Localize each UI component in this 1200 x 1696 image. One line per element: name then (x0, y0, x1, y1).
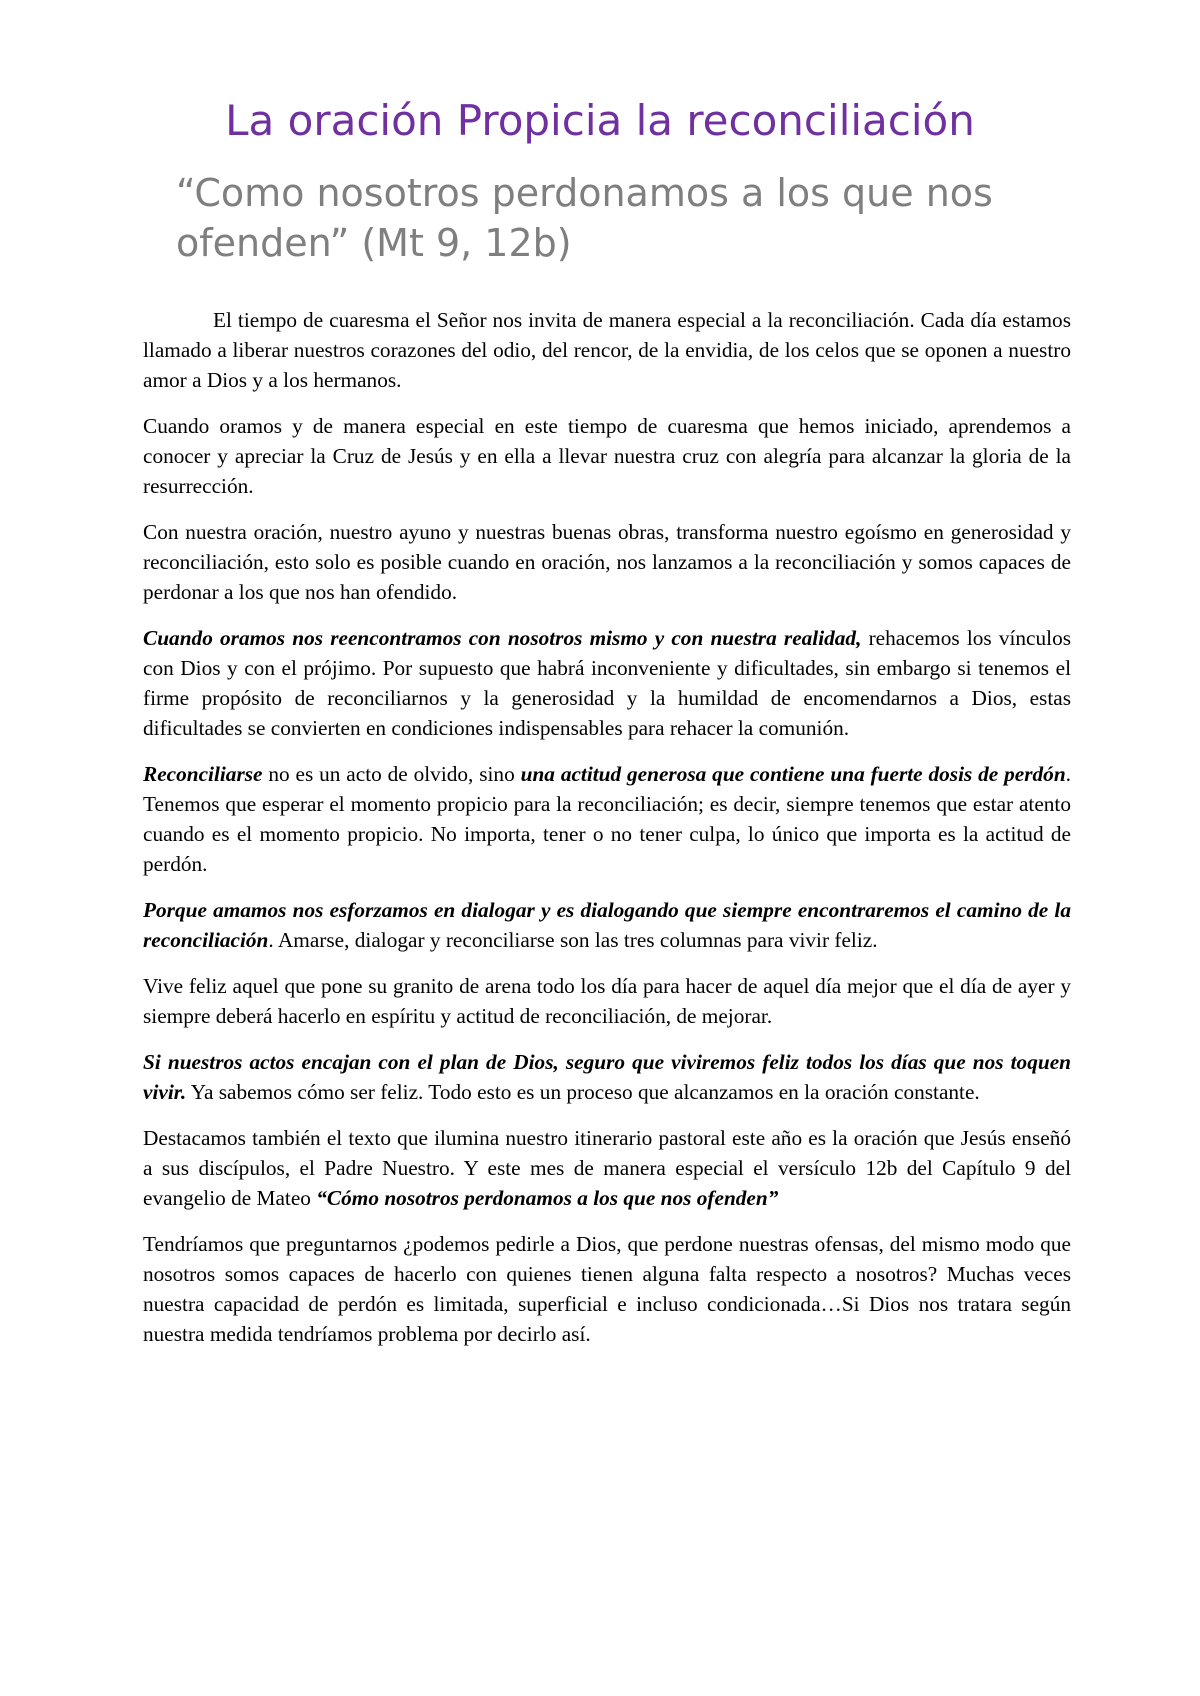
emphasized-text: Porque amamos nos esforzamos en dialogar y es dialogando que siempre encontraremos el camino de la reconciliación (143, 898, 1071, 952)
body-paragraph (143, 517, 1071, 607)
body-paragraph (143, 759, 1071, 879)
emphasized-text: Cuando oramos nos reencontramos con nosotros mismo y con nuestra realidad, (143, 626, 862, 650)
body-paragraph (143, 1047, 1071, 1107)
body-paragraph (143, 895, 1071, 955)
emphasized-text: una actitud generosa que contiene una fuerte dosis de perdón (520, 762, 1066, 786)
body-paragraph (143, 411, 1071, 501)
paragraph-text: Cuando oramos y de manera especial en este tiempo de cuaresma que hemos iniciado, aprendemos a conocer y apreciar la Cruz de Jesús y en ella a llevar nuestra cruz con alegría para alcanzar la gloria de la resurrección. (143, 414, 1071, 498)
body-paragraph (143, 1123, 1071, 1213)
body-paragraph (143, 1229, 1071, 1349)
emphasized-text: Si nuestros actos encajan con el plan de Dios, seguro que viviremos feliz todos los días que nos toquen vivir. (143, 1050, 1071, 1104)
emphasized-text: Reconciliarse (143, 762, 263, 786)
body-paragraph (143, 971, 1071, 1031)
paragraph-text: no es un acto de olvido, sino (262, 762, 521, 786)
paragraph-text: El tiempo de cuaresma el Señor nos invita de manera especial a la reconciliación. Cada día estamos llamado a liberar nuestros corazones del odio, del rencor, de la envidia, de los celos que se oponen a nuestro amor a Dios y a los hermanos. (143, 308, 1071, 392)
paragraph-text: Tendríamos que preguntarnos ¿podemos pedirle a Dios, que perdone nuestras ofensas, del mismo modo que nosotros somos capaces de hacerlo con quienes tienen alguna falta respecto a nosotros? Muchas veces nuestra capacidad de perdón es limitada, superficial e incluso condicionada…Si Dios nos tratara según nuestra medida tendríamos problema por decirlo así. (143, 1232, 1071, 1346)
page-subtitle: “Como nosotros perdonamos a los que nos ofenden” (Mt 9, 12b) (176, 171, 993, 265)
body-paragraph (143, 305, 1071, 395)
body-paragraph (143, 623, 1071, 743)
paragraph-text: Ya sabemos cómo ser feliz. Todo esto es un proceso que alcanzamos en la oración constante. (186, 1080, 980, 1104)
document-body (143, 305, 1071, 1365)
emphasized-text: “Cómo nosotros perdonamos a los que nos ofenden” (316, 1186, 779, 1210)
page-title: La oración Propicia la reconciliación (225, 96, 975, 145)
paragraph-text: Con nuestra oración, nuestro ayuno y nuestras buenas obras, transforma nuestro egoísmo en generosidad y reconciliación, esto solo es posible cuando en oración, nos lanzamos a la reconciliación y somos capaces de perdonar a los que nos han ofendido. (143, 520, 1071, 604)
paragraph-text: . Tenemos que esperar el momento propicio para la reconciliación; es decir, siempre tenemos que estar atento cuando es el momento propicio. No importa, tener o no tener culpa, lo único que importa es la actitud de perdón. (143, 762, 1071, 876)
paragraph-text: . Amarse, dialogar y reconciliarse son las tres columnas para vivir feliz. (268, 928, 878, 952)
paragraph-text: Destacamos también el texto que ilumina nuestro itinerario pastoral este año es la oración que Jesús enseñó a sus discípulos, el Padre Nuestro. Y este mes de manera especial el versículo 12b del Capítulo 9 del evangelio de Mateo (143, 1126, 1071, 1210)
paragraph-text: Vive feliz aquel que pone su granito de arena todo los día para hacer de aquel día mejor que el día de ayer y siempre deberá hacerlo en espíritu y actitud de reconciliación, de mejorar. (143, 974, 1071, 1028)
paragraph-text: rehacemos los vínculos con Dios y con el prójimo. Por supuesto que habrá inconveniente y dificultades, sin embargo si tenemos el firme propósito de reconciliarnos y la generosidad y la humildad de encomendarnos a Dios, estas dificultades se convierten en condiciones indispensables para rehacer la comunión. (143, 626, 1072, 740)
